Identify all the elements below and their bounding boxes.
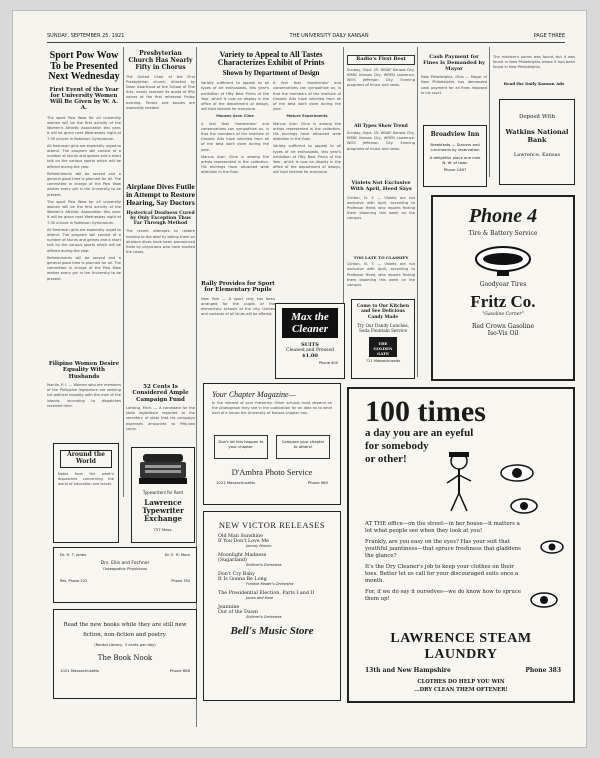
ad-line: Tire & Battery Service bbox=[468, 230, 538, 237]
slogan: CLOTHES DO HELP YOU WIN bbox=[417, 679, 505, 685]
eye-icon bbox=[539, 539, 565, 555]
article-body-cont: A fact that 'modernists' and conservatives can sympathize on, is that the members of the Institute of Graphic Arts have selected from all of the best work done during the year. Mature Experiments Marcus Aron Cline is among the artists represented in the collection. His etchings have attracted wide attention in the East. Variety sufficient to appeal to all types of art enthusiasts, this year's exhibition of Fifty Best Prints of the Year, which is now on display in the office of the department of design, will hold interest for everyone. bbox=[273, 81, 341, 175]
headline: 52 Cents Is Considered Ample Campaign Fund bbox=[132, 384, 189, 403]
shop-phone: Phone 960 bbox=[307, 480, 328, 485]
page-header bbox=[47, 33, 565, 43]
shop-name: LAUNDRY bbox=[424, 647, 498, 662]
shop-address: 1021 Massachusetts bbox=[60, 668, 99, 673]
ad-line: Try Our Dandy Lunches, Soda Fountain Service bbox=[356, 323, 410, 334]
ad-headline: Your Chapter Magazine— bbox=[212, 390, 296, 399]
article-body: Variety sufficient to appeal to all types of art enthusiasts, this year's exhibition of Fifty Best Prints of the Year, which is now on display in the office of the department of design, will hold interest for everyone. Mauzey Aron Cline A fact that 'modernists' and conservatives can sympathize on, is that the members of the Institute of Graphic Arts have selected from all of the best work done during the year. Marcus Aron Cline is among the artists represented in the collection. His etchings have attracted wide attention in the East. bbox=[201, 81, 269, 175]
ad-line: Red Crown Gasoline bbox=[471, 323, 535, 330]
blimp-icon bbox=[473, 243, 533, 279]
song-title: It Is Gonna Be Long bbox=[218, 577, 267, 582]
subhead: Shown by Department of Design bbox=[222, 68, 320, 77]
article-body: Sunday, Sept. 25. WDAF Kansas City, KMBC Kansas City, WREN Lawrence, WOS Jefferson City. Evening programs of music and news. bbox=[347, 67, 415, 88]
song-artist: Shilkret's Orchestra bbox=[246, 563, 282, 567]
headline: Filipino Women Desire Equality With Husbands bbox=[48, 361, 120, 380]
bank-name: Watkins National Bank bbox=[505, 128, 569, 144]
ad-inset: Compare your chapter to others! bbox=[276, 435, 330, 459]
ad-line: Read the new books while they are still new bbox=[63, 622, 187, 628]
headline: Rally Provides for Sport for Elementary Pupils bbox=[201, 281, 275, 294]
card-subtitle: Osteopathic Physicians bbox=[103, 566, 147, 571]
song-title: (Sugarland) bbox=[218, 558, 247, 563]
story-cash-fines bbox=[421, 55, 487, 129]
song-title: If You Don't Love Me bbox=[218, 539, 269, 544]
phone: Phone 1467 bbox=[443, 167, 467, 172]
ad-subhead: for somebody bbox=[365, 440, 429, 452]
song-title: Moonlight Madness bbox=[218, 553, 267, 558]
ad-inset: Don't let this happen to your chapter. bbox=[214, 435, 268, 459]
newspaper-page bbox=[12, 10, 587, 748]
headline: Cash Payment for Fines Is Demanded by Mayor bbox=[423, 54, 485, 72]
ad-subhead: a day you are an eyeful bbox=[365, 427, 474, 439]
story-filipino-women bbox=[47, 361, 121, 443]
ad-line: Breakfasts — Dinners and Luncheons by reservation bbox=[430, 142, 480, 152]
header-date: SUNDAY, SEPTEMBER 25, 1921 bbox=[47, 33, 125, 39]
column-rule bbox=[123, 47, 124, 497]
article-body: Clinton, N. Y. — Violets are not exclusive with April, according to Professor Heed, who reports finding them blooming this week on the campus. bbox=[347, 262, 415, 287]
book-nook-ad bbox=[53, 609, 197, 699]
ad-title: NEW VICTOR RELEASES bbox=[218, 520, 326, 530]
ad-paragraph: For, if we do say it ourselves—we do know how to spruce them up! bbox=[365, 589, 522, 602]
card-right-phone: Phone 350 bbox=[171, 579, 190, 583]
story-airplane-dives bbox=[126, 183, 195, 355]
article-body: The recent attempts to restore hearing to the deaf by taking them on airplane dives have been pronounced futile by physicians who have studied the cases. bbox=[126, 229, 195, 255]
ad-paragraph: AT THE office—on the street—in her house—it matters a lot what people see when they look at you! bbox=[365, 521, 520, 534]
song-title: The Presidential Election, Parts I and II bbox=[218, 591, 315, 596]
ad-headline: 100 times bbox=[365, 395, 486, 428]
article-body: The United Choir of the First Presbyterian church, directed by Dean Swarthout of the School of Fine Arts, nearly reached its quota of fifty voices at the first rehearsal Friday evening. Tenors and basses are especially needed. bbox=[126, 74, 195, 110]
ad-line: Come to Our Kitchen and See Delicious Candy Made bbox=[356, 304, 410, 320]
around-the-world-box bbox=[53, 443, 119, 543]
tagline: "Gasoline Corner" bbox=[482, 312, 524, 317]
max-cleaner-ad bbox=[275, 303, 345, 379]
article-body: New Philadelphia, Ohio — Mayor of New Philadelphia has demanded cash payment for all fines imposed in his court. bbox=[421, 75, 487, 95]
logo: Max the Cleaner bbox=[282, 308, 338, 338]
ad-title: Typewriters for Rent bbox=[142, 490, 184, 495]
song-list bbox=[204, 530, 340, 619]
story-print-exhibit bbox=[201, 51, 341, 273]
fritz-co-ad bbox=[431, 195, 575, 381]
shop-name: Broadview Inn bbox=[430, 131, 480, 138]
eye-icon bbox=[499, 463, 535, 483]
article-body: Sunday, Sept. 25. WDAF Kansas City, KMBC Kansas City, WREN Lawrence, WOS Jefferson City. Evening programs of music and news. bbox=[347, 130, 415, 151]
osteopath-card bbox=[53, 547, 197, 603]
shop-name: Fritz Co. bbox=[470, 292, 536, 311]
ad-line: Cleaned and Pressed bbox=[286, 348, 334, 353]
eye-icon bbox=[509, 497, 539, 515]
cartoon-man-icon bbox=[439, 451, 479, 515]
song-artist: Jones and Hare bbox=[246, 596, 274, 600]
typewriter-ad bbox=[131, 447, 195, 543]
headline: Violets Not Exclusive With April, Heed Says bbox=[350, 180, 412, 192]
song-title: Out of the Dawn bbox=[218, 610, 258, 615]
story-radio bbox=[347, 55, 415, 169]
shop-name: LAWRENCE STEAM bbox=[390, 631, 532, 646]
story-note bbox=[493, 55, 575, 87]
box-body: Notes from the week's dispatches concerning the world of education and travel. bbox=[58, 471, 114, 487]
song-title: Jeannine bbox=[218, 605, 240, 610]
subhead: All Types Show Trend bbox=[354, 123, 408, 129]
ad-subhead: or other! bbox=[365, 453, 407, 465]
song-artist: Frankie Mader's Orchestra bbox=[246, 582, 294, 586]
shop-name: D'Ambra Photo Service bbox=[231, 467, 313, 477]
headline: Variety to Appeal to All Tastes Characterizes Exhibit of Prints bbox=[217, 50, 325, 68]
shop-address: 1021 Massachusetts bbox=[216, 480, 255, 485]
subhead: Read the Daily Kansan Ads bbox=[503, 81, 565, 86]
headline: Radio's First Best bbox=[347, 55, 415, 65]
shop-name: The Book Nook bbox=[97, 654, 153, 662]
subhead: Hysterical Deafness Cured by Only Exception Thus Far Through Method bbox=[126, 210, 195, 227]
ad-line: fiction, non-fiction and poetry. bbox=[83, 632, 167, 638]
bank-city: Lawrence, Kansas bbox=[513, 152, 561, 158]
ad-body: In the interest of your fraternity. Other schools must depend on the photograph they see in the publication for an idea as to what kind of a house the University of Kansas chapter has. bbox=[212, 401, 332, 416]
card-title: Drs. Ellis and Fechner bbox=[100, 561, 150, 566]
eye-icon bbox=[529, 591, 559, 609]
header-paper: THE UNIVERSITY DAILY KANSAN bbox=[289, 33, 369, 39]
shop-name: Lawrence Typewriter Exchange bbox=[142, 498, 184, 523]
ad-paragraph: Frankly, are you easy on the eyes? Has your suit that youthful jauntiness—that spruce freshness that gladdens the glance? bbox=[365, 539, 521, 559]
song-artist: Johnny Marvin bbox=[246, 544, 272, 548]
store-name: Bell's Music Store bbox=[230, 625, 314, 637]
typewriter-icon bbox=[137, 452, 189, 486]
headline: Sport Pow Wow To be Presented Next Wednesday bbox=[48, 50, 120, 82]
article-body: The minister's parrot was found, but it was found in New Philadelphia where it had been found in New Philadelphia. bbox=[493, 55, 575, 70]
card-left-phone: Res. Phone 203 bbox=[60, 579, 88, 583]
subhead: TOO LATE TO CLASSIFY bbox=[353, 254, 409, 260]
shop-phone: Phone 383 bbox=[525, 667, 561, 674]
box-title: Around the World bbox=[60, 450, 112, 468]
shop-logo: THE GOLDEN GATE bbox=[369, 337, 397, 357]
article-body: Manila, P. I. — Women who are members of the Philippine legislature are seeking full political equality with the men of the islands, according to dispatches received here. bbox=[47, 382, 121, 408]
ad-line: Goodyear Tires bbox=[479, 281, 527, 288]
article-body: The sport Pow Wow for all university women will be the first activity of the Women's Athletic Association this year. It will be given next Wednesday night at 7:30 o'clock in Robinson Gymnasium. All freshman girls are especially urged to attend. The program will consist of a number of stunts and games and a short talk on the various sports which will be offered during the year. Refreshments will be served and a general good time is planned for all. The committee in charge of the Pow Wow wishes every girl in the University to be present. The sport Pow Wow for all university women will be the first activity of the Women's Athletic Association this year. It will be given next Wednesday night at 7:30 o'clock in Robinson Gymnasium. All freshman girls are especially urged to attend. The program will consist of a number of stunts and games and a short talk on the various sports which will be offered during the year. Refreshments will be served and a general good time is planned for all. The committee in charge of the Pow Wow wishes every girl in the University to be present. bbox=[47, 115, 121, 281]
watkins-bank-ad bbox=[499, 99, 575, 185]
laundry-ad bbox=[347, 387, 575, 703]
price: $1.00 bbox=[302, 353, 318, 359]
song-title: Don't Cry Baby bbox=[218, 572, 255, 577]
article-body: Lansing, Mich. — A candidate for the state legislature reported to the secretary of state that his campaign expenses amounted to fifty-two cents. bbox=[126, 405, 195, 431]
column-rule bbox=[489, 47, 490, 177]
shop-address: 711 Massachusetts bbox=[365, 358, 401, 363]
broadview-inn-ad bbox=[423, 125, 487, 187]
song-title: Old Man Sunshine bbox=[218, 534, 263, 539]
subhead: First Event of the Year for University Women Will Be Given by W. A. A. bbox=[49, 86, 119, 112]
shop-address: 13th and New Hampshire bbox=[365, 667, 451, 674]
header-page: PAGE THREE bbox=[533, 33, 565, 39]
article-body: Clinton, N. Y. — Violets are not exclusive with April, according to Professor Heed, who reports finding them blooming this week on the campus. bbox=[347, 195, 415, 221]
story-sport-rally bbox=[201, 281, 275, 357]
card-right-name: Dr. E. R. Mars bbox=[164, 552, 190, 557]
article-body: New York — A sport rally has been arranged for the pupils of the elementary schools of the city. Games and contests of all kinds will be offered. bbox=[201, 296, 275, 317]
story-presbyterian-choir bbox=[126, 51, 195, 175]
ad-line: Deposit With bbox=[518, 114, 556, 120]
column-rule bbox=[417, 47, 418, 377]
story-violets bbox=[347, 181, 415, 294]
song-artist: Shilkret's Orchestra bbox=[246, 615, 282, 619]
shop-phone: Phone 666 bbox=[169, 668, 190, 673]
story-sport-pow-wow bbox=[47, 51, 121, 348]
ad-line: SUITS bbox=[301, 342, 319, 348]
ad-copy bbox=[365, 521, 525, 603]
slogan: ...DRY CLEAN THEM OFTENER! bbox=[414, 687, 508, 693]
shop-info bbox=[365, 667, 561, 674]
shop-address: 737 Mass. bbox=[153, 527, 173, 532]
chapter-magazine-ad bbox=[203, 383, 341, 505]
ad-paragraph: It's the Dry Cleaner's job to keep your clothes on their toes. Better let us call for your discouraged suits once a month. bbox=[365, 564, 519, 584]
ad-line: (Rental Library, 3 cents per day) bbox=[94, 642, 156, 647]
victor-releases-ad bbox=[203, 511, 341, 701]
golden-gate-ad bbox=[351, 299, 415, 379]
story-campaign-fund bbox=[126, 384, 195, 456]
headline: Airplane Dives Futile in Attempt to Restore Hearing, Say Doctors bbox=[126, 182, 195, 207]
ad-line: Iso-Vis Oil bbox=[487, 330, 519, 337]
phone-number: Phone 4 bbox=[468, 205, 538, 227]
ad-line: A delightful place one mile N. W. of town bbox=[429, 155, 481, 165]
phone: Phone 400 bbox=[318, 361, 338, 365]
headline: Presbyterian Church Has Nearly Fifty in Chorus bbox=[128, 50, 193, 71]
card-left-name: Dr. H. T. Jones bbox=[60, 552, 87, 557]
